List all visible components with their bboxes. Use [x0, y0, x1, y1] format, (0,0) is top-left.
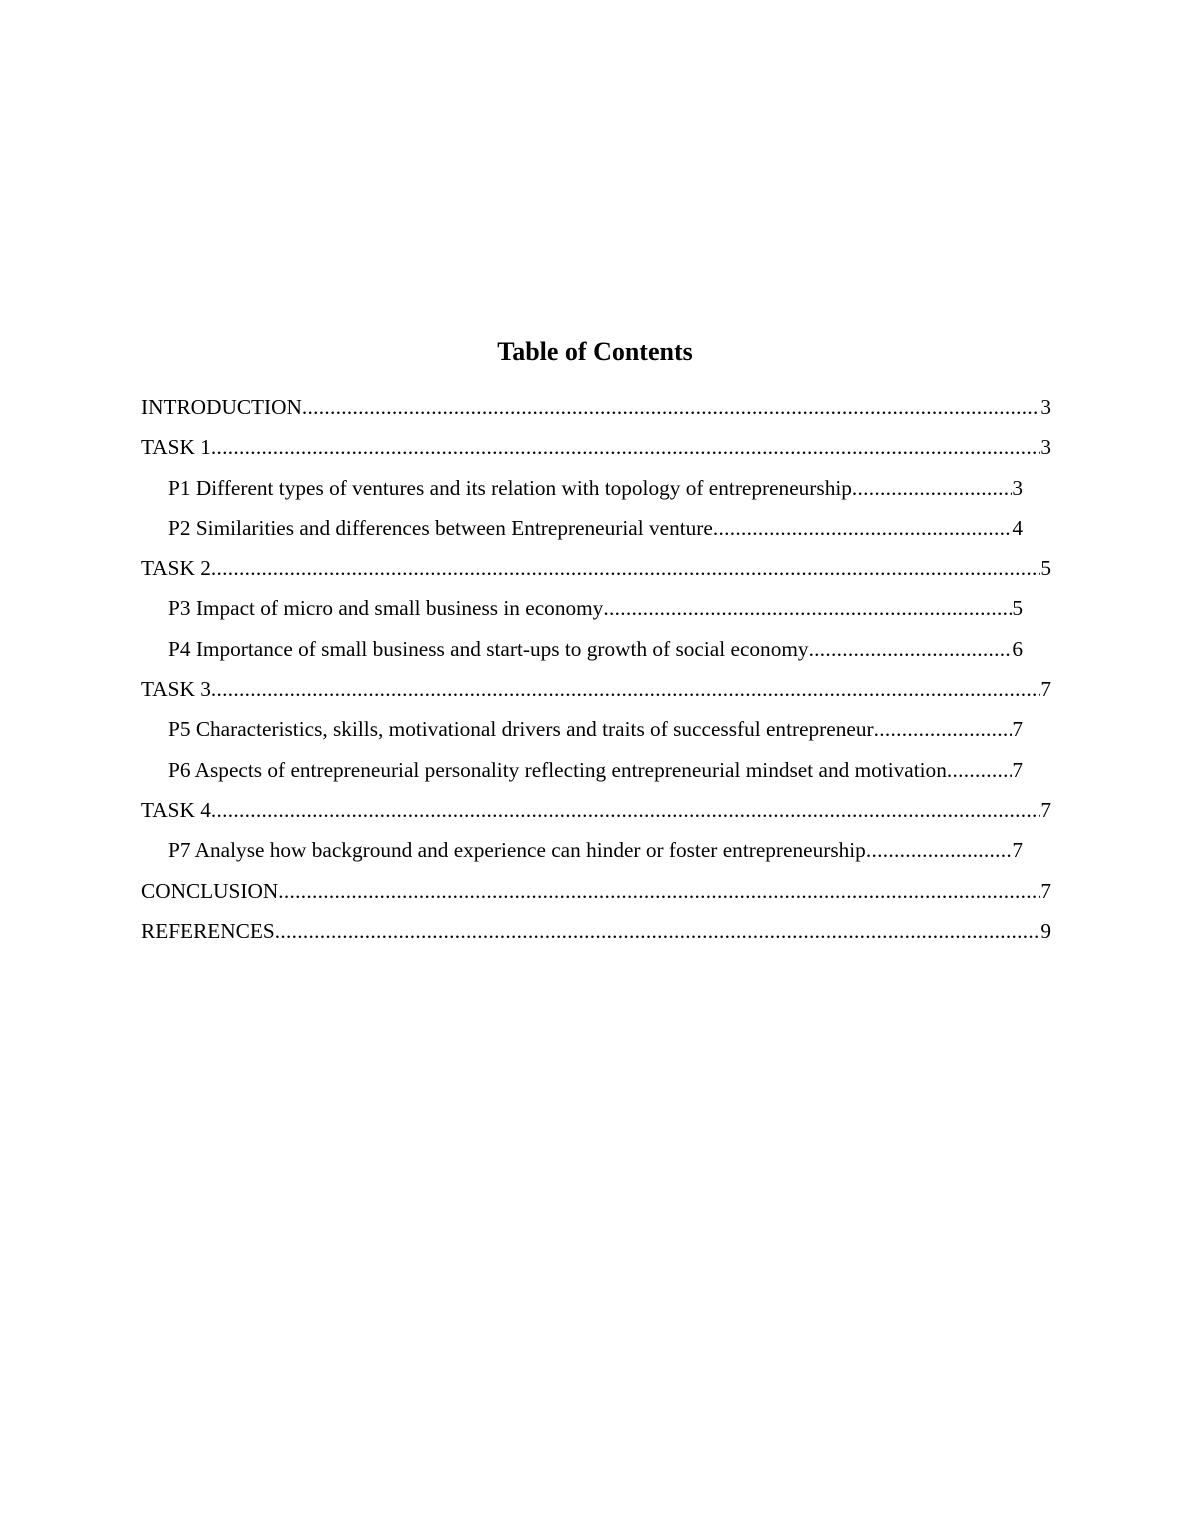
dot-leader	[713, 513, 1013, 543]
toc-page-number: 7	[1012, 757, 1023, 782]
dot-leader	[278, 876, 1040, 906]
toc-entry-p3[interactable]	[141, 593, 1051, 633]
toc-entry-p1[interactable]	[141, 473, 1051, 513]
toc-page-number: 3	[1040, 435, 1051, 460]
dot-leader	[874, 714, 1013, 744]
toc-page-number: 5	[1012, 596, 1023, 621]
toc-page-number: 9	[1040, 918, 1051, 943]
toc-page-number: 7	[1040, 797, 1051, 822]
toc-page-number: 6	[1012, 636, 1023, 661]
toc-entry-references[interactable]	[141, 916, 1051, 956]
toc-page-number: 3	[1012, 475, 1023, 500]
toc-entry-conclusion[interactable]	[141, 876, 1051, 916]
dot-leader	[275, 916, 1041, 946]
toc-list	[141, 392, 1051, 956]
dot-leader	[866, 835, 1013, 865]
toc-entry-label: P2 Similarities and differences between Entrepreneurial venture	[168, 515, 713, 540]
toc-entry-label: P4 Importance of small business and start-ups to growth of social economy	[168, 636, 809, 661]
dot-leader	[302, 392, 1040, 422]
toc-entry-label: TASK 4	[141, 797, 211, 822]
page-title: Table of Contents	[497, 337, 693, 366]
toc-page-number: 7	[1012, 838, 1023, 863]
dot-leader	[211, 553, 1040, 583]
dot-leader	[211, 432, 1040, 462]
toc-page-number: 3	[1040, 395, 1051, 419]
toc-entry-label: P1 Different types of ventures and its relation with topology of entrepreneurship	[168, 475, 852, 500]
toc-entry-p2[interactable]	[141, 513, 1051, 553]
toc-entry-task-3[interactable]	[141, 674, 1051, 714]
toc-page-number: 5	[1040, 556, 1051, 581]
dot-leader	[947, 755, 1012, 785]
toc-entry-label: CONCLUSION	[141, 878, 279, 903]
toc-page-number: 7	[1040, 677, 1051, 702]
toc-entry-task-1[interactable]	[141, 432, 1051, 472]
dot-leader	[211, 674, 1040, 704]
toc-entry-label: P6 Aspects of entrepreneurial personality reflecting entrepreneurial mindset and motivation	[168, 757, 947, 782]
toc-entry-p4[interactable]	[141, 634, 1051, 674]
toc-entry-label: TASK 2	[141, 556, 211, 581]
toc-entry-label: P5 Characteristics, skills, motivational drivers and traits of successful entrepreneur	[168, 717, 874, 742]
toc-entry-p6[interactable]	[141, 755, 1051, 795]
toc-entry-introduction[interactable]	[141, 392, 1051, 432]
toc-page-number: 4	[1012, 515, 1023, 540]
toc-entry-label: P7 Analyse how background and experience can hinder or foster entrepreneurship	[168, 838, 866, 863]
toc-entry-label: P3 Impact of micro and small business in economy	[168, 596, 604, 621]
toc-page-number: 7	[1012, 717, 1023, 742]
dot-leader	[852, 473, 1012, 503]
toc-entry-label: TASK 3	[141, 677, 211, 702]
toc-entry-label: REFERENCES	[141, 918, 275, 943]
toc-entry-task-2[interactable]	[141, 553, 1051, 593]
toc-entry-p5[interactable]	[141, 714, 1051, 754]
toc-entry-label: INTRODUCTION	[141, 395, 302, 419]
dot-leader	[211, 795, 1040, 825]
toc-entry-label: TASK 1	[141, 435, 211, 460]
toc-entry-task-4[interactable]	[141, 795, 1051, 835]
toc-entry-p7[interactable]	[141, 835, 1051, 875]
dot-leader	[603, 593, 1012, 623]
toc-page-number: 7	[1040, 878, 1051, 903]
dot-leader	[809, 634, 1013, 664]
